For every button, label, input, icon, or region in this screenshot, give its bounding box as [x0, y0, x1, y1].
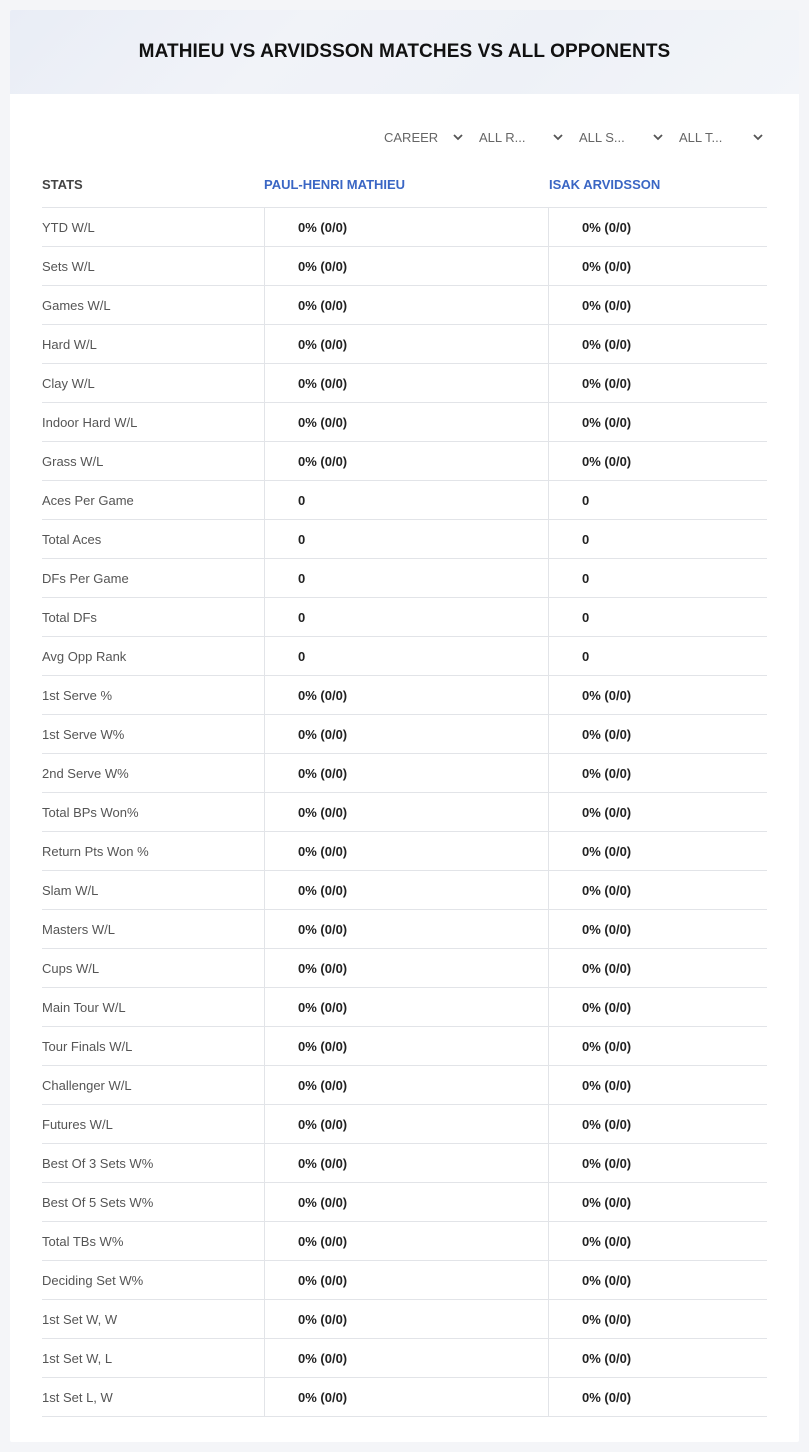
stat-label: Futures W/L [42, 1116, 113, 1132]
stat-label: Grass W/L [42, 453, 104, 469]
player2-stat-value: 0% (0/0) [548, 442, 767, 480]
player2-stat-value: 0 [548, 637, 767, 675]
player1-stat-value: 0 [264, 598, 549, 636]
player2-stat-value: 0% (0/0) [548, 1183, 767, 1221]
player1-stat-value: 0% (0/0) [264, 871, 549, 909]
stat-label: Total Aces [42, 531, 102, 547]
stat-label: 1st Serve % [42, 687, 113, 703]
filter-label: ALL R... [479, 129, 526, 145]
round-filter-select[interactable] [479, 126, 564, 148]
table-row [42, 1183, 767, 1222]
table-row [42, 1261, 767, 1300]
stat-label: Clay W/L [42, 375, 95, 391]
player2-stat-value: 0% (0/0) [548, 1066, 767, 1104]
player2-stat-value: 0% (0/0) [548, 1378, 767, 1416]
player2-stat-value: 0 [548, 559, 767, 597]
player2-stat-value: 0% (0/0) [548, 754, 767, 792]
card-header [10, 10, 799, 94]
player2-stat-value: 0% (0/0) [548, 988, 767, 1026]
table-row [42, 442, 767, 481]
stat-label: Tour Finals W/L [42, 1038, 133, 1054]
page-title: MATHIEU VS ARVIDSSON MATCHES VS ALL OPPONENTS [138, 41, 671, 62]
stat-label: Best Of 3 Sets W% [42, 1155, 154, 1171]
player1-stat-value: 0 [264, 637, 549, 675]
player1-stat-value: 0% (0/0) [264, 208, 549, 246]
tournament-filter-select[interactable] [679, 126, 764, 148]
player1-stat-value: 0% (0/0) [264, 1378, 549, 1416]
player2-stat-value: 0% (0/0) [548, 364, 767, 402]
stat-label: Challenger W/L [42, 1077, 132, 1093]
table-row [42, 988, 767, 1027]
table-row [42, 1066, 767, 1105]
player2-stat-value: 0% (0/0) [548, 1339, 767, 1377]
player2-stat-value: 0% (0/0) [548, 1105, 767, 1143]
table-header [42, 160, 767, 208]
player1-stat-value: 0% (0/0) [264, 1105, 549, 1143]
filter-label: ALL S... [579, 129, 625, 145]
stat-label: Cups W/L [42, 960, 100, 976]
filter-bar [10, 126, 799, 148]
stat-label: Return Pts Won % [42, 843, 149, 859]
player1-stat-value: 0% (0/0) [264, 1066, 549, 1104]
player1-stat-value: 0% (0/0) [264, 247, 549, 285]
stat-label: Avg Opp Rank [42, 648, 127, 664]
player2-stat-value: 0% (0/0) [548, 1027, 767, 1065]
player2-stat-value: 0% (0/0) [548, 1222, 767, 1260]
table-row [42, 481, 767, 520]
player2-stat-value: 0% (0/0) [548, 1144, 767, 1182]
chevron-down-icon [652, 131, 664, 143]
table-row [42, 520, 767, 559]
stat-label: Slam W/L [42, 882, 99, 898]
table-row [42, 1378, 767, 1417]
player1-stat-value: 0% (0/0) [264, 988, 549, 1026]
filter-label: ALL T... [679, 129, 723, 145]
player2-stat-value: 0% (0/0) [548, 715, 767, 753]
stat-label: Indoor Hard W/L [42, 414, 138, 430]
table-row [42, 637, 767, 676]
table-row [42, 598, 767, 637]
player2-stat-value: 0% (0/0) [548, 793, 767, 831]
player2-stat-value: 0 [548, 598, 767, 636]
chevron-down-icon [552, 131, 564, 143]
player1-stat-value: 0% (0/0) [264, 325, 549, 363]
stat-label: Main Tour W/L [42, 999, 126, 1015]
player1-stat-value: 0% (0/0) [264, 1027, 549, 1065]
stat-label: Games W/L [42, 297, 111, 313]
table-row [42, 793, 767, 832]
player2-stat-value: 0% (0/0) [548, 325, 767, 363]
player1-stat-value: 0% (0/0) [264, 949, 549, 987]
player2-stat-value: 0% (0/0) [548, 247, 767, 285]
table-row [42, 754, 767, 793]
stat-label: Deciding Set W% [42, 1272, 144, 1288]
stat-label: Total DFs [42, 609, 97, 625]
player2-link[interactable]: ISAK ARVIDSSON [549, 176, 661, 192]
table-row [42, 208, 767, 247]
stat-label: Total TBs W% [42, 1233, 124, 1249]
player1-stat-value: 0 [264, 481, 549, 519]
player1-stat-value: 0% (0/0) [264, 403, 549, 441]
stat-label: Best Of 5 Sets W% [42, 1194, 154, 1210]
table-row [42, 1222, 767, 1261]
player2-stat-value: 0 [548, 520, 767, 558]
table-row [42, 910, 767, 949]
filter-label: CAREER [384, 129, 439, 145]
table-row [42, 1300, 767, 1339]
player2-stat-value: 0% (0/0) [548, 1300, 767, 1338]
player1-stat-value: 0% (0/0) [264, 715, 549, 753]
table-row [42, 715, 767, 754]
player1-stat-value: 0% (0/0) [264, 442, 549, 480]
stat-label: Masters W/L [42, 921, 115, 937]
stats-table [42, 160, 767, 1417]
player2-stat-value: 0% (0/0) [548, 286, 767, 324]
player1-stat-value: 0% (0/0) [264, 676, 549, 714]
stat-label: 2nd Serve W% [42, 765, 129, 781]
player2-stat-value: 0% (0/0) [548, 1261, 767, 1299]
player2-stat-value: 0 [548, 481, 767, 519]
table-row [42, 832, 767, 871]
table-row [42, 1144, 767, 1183]
player1-stat-value: 0% (0/0) [264, 364, 549, 402]
player1-stat-value: 0% (0/0) [264, 1339, 549, 1377]
table-row [42, 403, 767, 442]
player1-stat-value: 0% (0/0) [264, 910, 549, 948]
stat-label: Sets W/L [42, 258, 95, 274]
table-row [42, 325, 767, 364]
stats-column-header: STATS [42, 176, 83, 192]
table-row [42, 1027, 767, 1066]
table-row [42, 364, 767, 403]
stats-card [10, 10, 799, 1442]
table-row [42, 559, 767, 598]
stat-label: Hard W/L [42, 336, 97, 352]
player2-stat-value: 0% (0/0) [548, 403, 767, 441]
player1-stat-value: 0% (0/0) [264, 754, 549, 792]
table-body [42, 208, 767, 1417]
player2-stat-value: 0% (0/0) [548, 871, 767, 909]
player2-stat-value: 0% (0/0) [548, 949, 767, 987]
stat-label: Aces Per Game [42, 492, 134, 508]
table-row [42, 286, 767, 325]
stat-label: 1st Set W, W [42, 1311, 118, 1327]
table-row [42, 247, 767, 286]
player2-stat-value: 0% (0/0) [548, 832, 767, 870]
chevron-down-icon [752, 131, 764, 143]
player1-stat-value: 0% (0/0) [264, 1300, 549, 1338]
stat-label: DFs Per Game [42, 570, 129, 586]
table-row [42, 676, 767, 715]
table-row [42, 1339, 767, 1378]
player1-stat-value: 0% (0/0) [264, 1261, 549, 1299]
player1-stat-value: 0 [264, 559, 549, 597]
table-row [42, 949, 767, 988]
chevron-down-icon [452, 131, 464, 143]
stat-label: 1st Serve W% [42, 726, 125, 742]
player1-stat-value: 0% (0/0) [264, 1222, 549, 1260]
player1-stat-value: 0% (0/0) [264, 1183, 549, 1221]
table-row [42, 871, 767, 910]
player1-link[interactable]: PAUL-HENRI MATHIEU [264, 176, 406, 192]
stat-label: 1st Set L, W [42, 1389, 113, 1405]
player1-stat-value: 0 [264, 520, 549, 558]
player1-stat-value: 0% (0/0) [264, 832, 549, 870]
player2-stat-value: 0% (0/0) [548, 676, 767, 714]
player1-stat-value: 0% (0/0) [264, 286, 549, 324]
period-filter-select[interactable] [384, 126, 464, 148]
stat-label: Total BPs Won% [42, 804, 139, 820]
player1-stat-value: 0% (0/0) [264, 1144, 549, 1182]
player1-stat-value: 0% (0/0) [264, 793, 549, 831]
stat-label: YTD W/L [42, 219, 95, 235]
table-row [42, 1105, 767, 1144]
stat-label: 1st Set W, L [42, 1350, 113, 1366]
player2-stat-value: 0% (0/0) [548, 208, 767, 246]
surface-filter-select[interactable] [579, 126, 664, 148]
player2-stat-value: 0% (0/0) [548, 910, 767, 948]
